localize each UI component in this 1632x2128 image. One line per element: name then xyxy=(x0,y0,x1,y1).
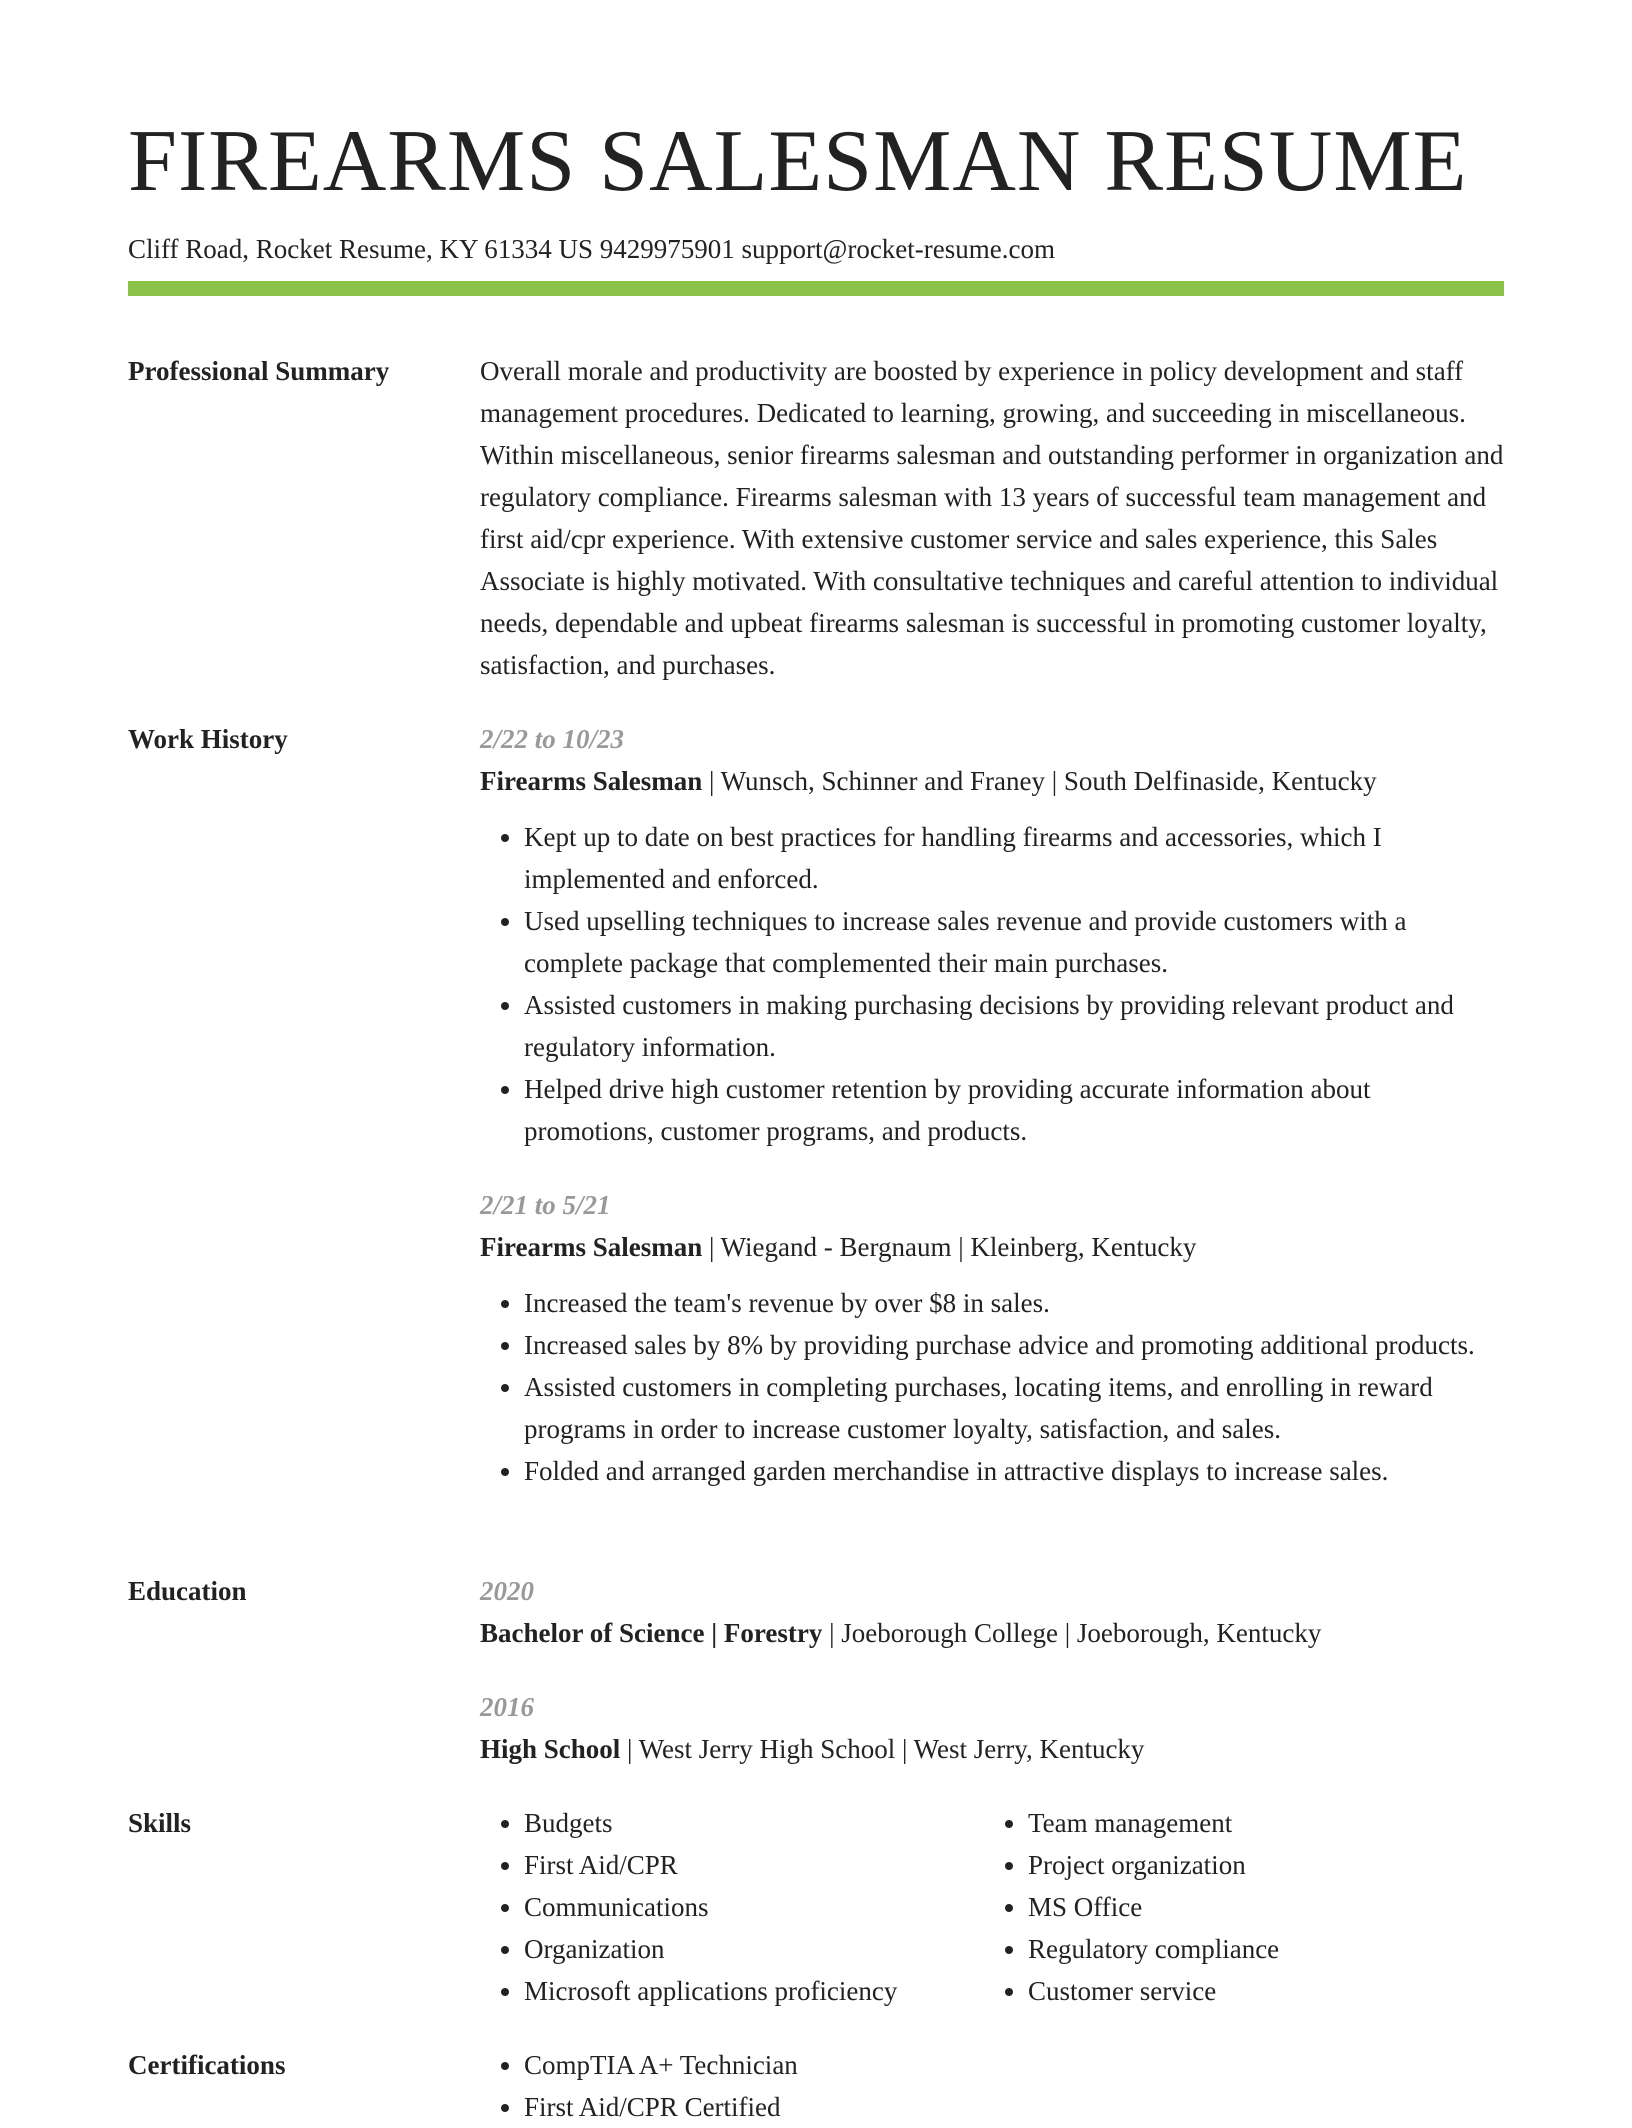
section-label: Skills xyxy=(128,1808,192,1838)
skills-list-right xyxy=(984,1802,1488,2012)
education-degree: High School xyxy=(480,1734,621,1764)
job-title: Firearms Salesman xyxy=(480,1232,703,1262)
education-degree: Bachelor of Science | Forestry xyxy=(480,1618,823,1648)
job-heading xyxy=(480,760,1504,802)
resume-title: FIREARMS SALESMAN RESUME xyxy=(128,113,1468,210)
job-title: Firearms Salesman xyxy=(480,766,703,796)
certifications-list xyxy=(480,2044,1504,2128)
skill-item: • Organization xyxy=(524,1928,984,1970)
summary-text: Overall morale and productivity are boosted by experience in policy development and staff management procedures. Dedicated to learning, growing, and succeeding in miscellaneous. Within miscellaneous, senior firearms salesman and outstanding performer in organization and regulatory compliance. Firearms salesman with 13 years of successful team management and first aid/cpr experience. With extensive customer service and sales experience, this Sales Associate is highly motivated. With consultative techniques and careful attention to individual needs, dependable and upbeat firearms salesman is successful in promoting customer loyalty, satisfaction, and purchases. xyxy=(480,356,1504,680)
education-details: | Joeborough College | Joeborough, Kentucky xyxy=(822,1618,1322,1648)
job-entry xyxy=(480,718,1504,1152)
job-bullets xyxy=(480,816,1504,1152)
section-label: Education xyxy=(128,1576,247,1606)
skill-item: • MS Office xyxy=(1028,1886,1488,1928)
education-heading xyxy=(480,1728,1504,1770)
skill-item: • Customer service xyxy=(1028,1970,1488,2012)
skill-item: • First Aid/CPR xyxy=(524,1844,984,1886)
list-item: • Assisted customers in completing purchases, locating items, and enrolling in reward programs in order to increase customer loyalty, satisfaction, and sales. xyxy=(524,1366,1504,1450)
job-heading xyxy=(480,1226,1504,1268)
education-entry xyxy=(480,1570,1504,1654)
section-content xyxy=(480,350,1504,686)
skills-list-left xyxy=(480,1802,984,2012)
job-details: | Wiegand - Bergnaum | Kleinberg, Kentucky xyxy=(702,1232,1197,1262)
job-bullets xyxy=(480,1282,1504,1492)
skill-item: • Team management xyxy=(1028,1802,1488,1844)
skill-item: • Budgets xyxy=(524,1802,984,1844)
education-details: | West Jerry High School | West Jerry, Kentucky xyxy=(620,1734,1145,1764)
list-item: • Increased sales by 8% by providing purchase advice and promoting additional products. xyxy=(524,1324,1504,1366)
list-item: • Assisted customers in making purchasing decisions by providing relevant product and regulatory information. xyxy=(524,984,1504,1068)
list-item: • Increased the team's revenue by over $8 in sales. xyxy=(524,1282,1504,1324)
education-date: 2016 xyxy=(480,1692,534,1722)
list-item: • Used upselling techniques to increase sales revenue and provide customers with a complete package that complemented their main purchases. xyxy=(524,900,1504,984)
education-date: 2020 xyxy=(480,1576,534,1606)
resume-header xyxy=(128,113,1504,296)
job-entry xyxy=(480,1184,1504,1492)
certification-item: • First Aid/CPR Certified xyxy=(524,2086,1504,2128)
section-content xyxy=(480,2044,1504,2128)
section-label: Work History xyxy=(128,724,288,754)
certification-item: • CompTIA A+ Technician xyxy=(524,2044,1504,2086)
section-content xyxy=(480,718,1504,1492)
job-date: 2/22 to 10/23 xyxy=(480,724,625,754)
skill-item: • Microsoft applications proficiency xyxy=(524,1970,984,2012)
education-heading xyxy=(480,1612,1504,1654)
job-date: 2/21 to 5/21 xyxy=(480,1190,611,1220)
section-content xyxy=(480,1570,1504,1770)
list-item: • Kept up to date on best practices for handling firearms and accessories, which I implemented and enforced. xyxy=(524,816,1504,900)
job-details: | Wunsch, Schinner and Franey | South Delfinaside, Kentucky xyxy=(702,766,1377,796)
skills-columns xyxy=(480,1802,1504,2012)
list-item: • Helped drive high customer retention by providing accurate information about promotions, customer programs, and products. xyxy=(524,1068,1504,1152)
education-entry xyxy=(480,1686,1504,1770)
list-item: • Folded and arranged garden merchandise in attractive displays to increase sales. xyxy=(524,1450,1504,1492)
contact-line: Cliff Road, Rocket Resume, KY 61334 US 9429975901 support@rocket-resume.com xyxy=(128,234,1055,264)
skill-item: • Communications xyxy=(524,1886,984,1928)
section-label: Professional Summary xyxy=(128,356,390,386)
skill-item: • Regulatory compliance xyxy=(1028,1928,1488,1970)
section-label: Certifications xyxy=(128,2050,286,2080)
header-divider xyxy=(128,281,1504,296)
skill-item: • Project organization xyxy=(1028,1844,1488,1886)
